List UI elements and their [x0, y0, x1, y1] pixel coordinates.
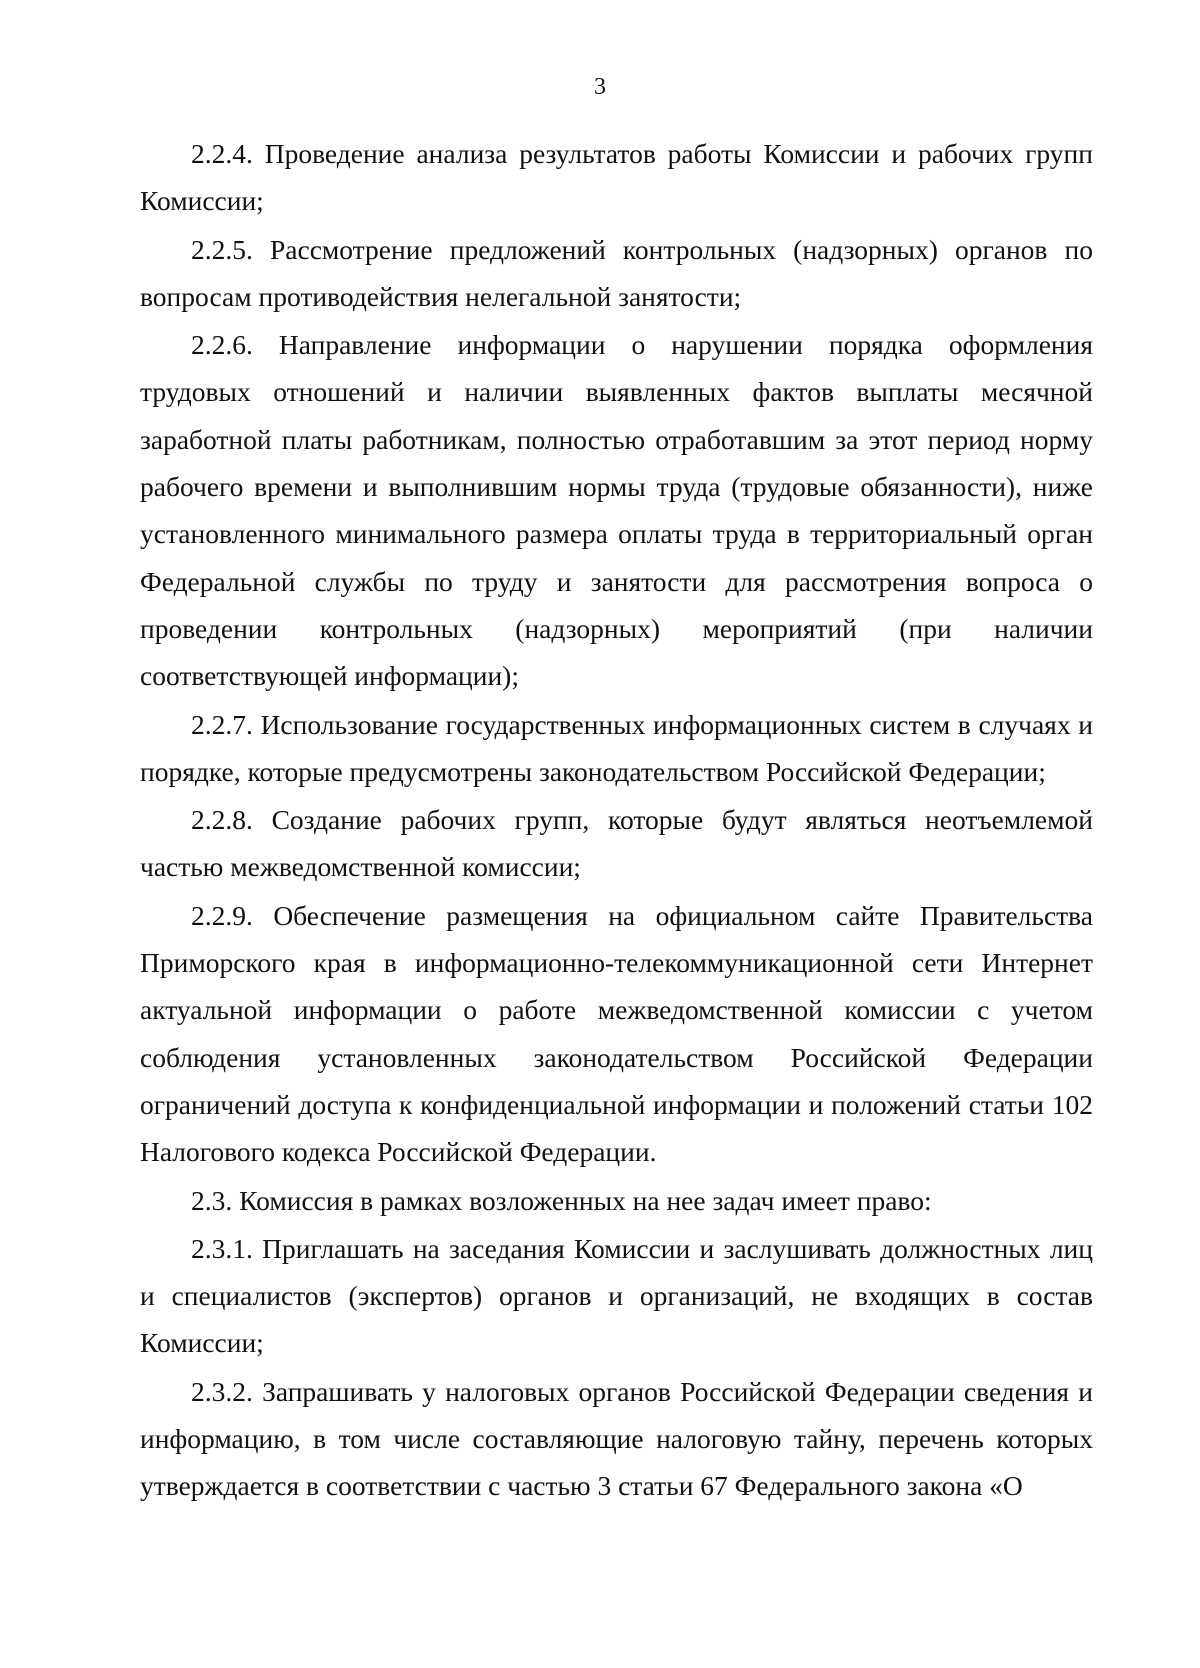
paragraph-2-2-7: 2.2.7. Использование государственных информационных систем в случаях и порядке, которые предусмотрены законодательством Российской Федерации; — [140, 708, 1093, 787]
page-number: 3 — [594, 74, 606, 100]
paragraph-2-3: 2.3. Комиссия в рамках возложенных на нее задач имеет право: — [191, 1184, 932, 1216]
paragraph-2-2-6: 2.2.6. Направление информации о нарушении порядка оформления трудовых отношений и наличии выявленных фактов выплаты месячной заработной платы работникам, полностью отработавшим за этот период норму рабочего времени и выполнившим нормы труда (трудовые обязанности), ниже установленного минимального размера оплаты труда в территориальный орган Федеральной службы по труду и занятости для рассмотрения вопроса о проведении контрольных (надзорных) мероприятий (при наличии соответствующей информации); — [140, 329, 1093, 692]
paragraph-2-3-2: 2.3.2. Запрашивать у налоговых органов Российской Федерации сведения и информацию, в том числе составляющие налоговую тайну, перечень которых утверждается в соответствии с частью 3 статьи 67 Федерального закона «О — [140, 1375, 1093, 1502]
paragraph-2-2-5: 2.2.5. Рассмотрение предложений контрольных (надзорных) органов по вопросам противодействия нелегальной занятости; — [140, 233, 1093, 312]
document-body — [140, 130, 1093, 1511]
paragraph-2-2-9: 2.2.9. Обеспечение размещения на официальном сайте Правительства Приморского края в информационно-телекоммуникационной сети Интернет актуальной информации о работе межведомственной комиссии с учетом соблюдения установленных законодательством Российской Федерации ограничений доступа к конфиденциальной информации и положений статьи 102 Налогового кодекса Российской Федерации. — [140, 899, 1093, 1168]
paragraph-2-2-8: 2.2.8. Создание рабочих групп, которые будут являться неотъемлемой частью межведомственной комиссии; — [140, 804, 1093, 883]
paragraph-2-2-4: 2.2.4. Проведение анализа результатов работы Комиссии и рабочих групп Комиссии; — [140, 138, 1093, 217]
paragraph-2-3-1: 2.3.1. Приглашать на заседания Комиссии и заслушивать должностных лиц и специалистов (экспертов) органов и организаций, не входящих в состав Комиссии; — [140, 1232, 1093, 1359]
